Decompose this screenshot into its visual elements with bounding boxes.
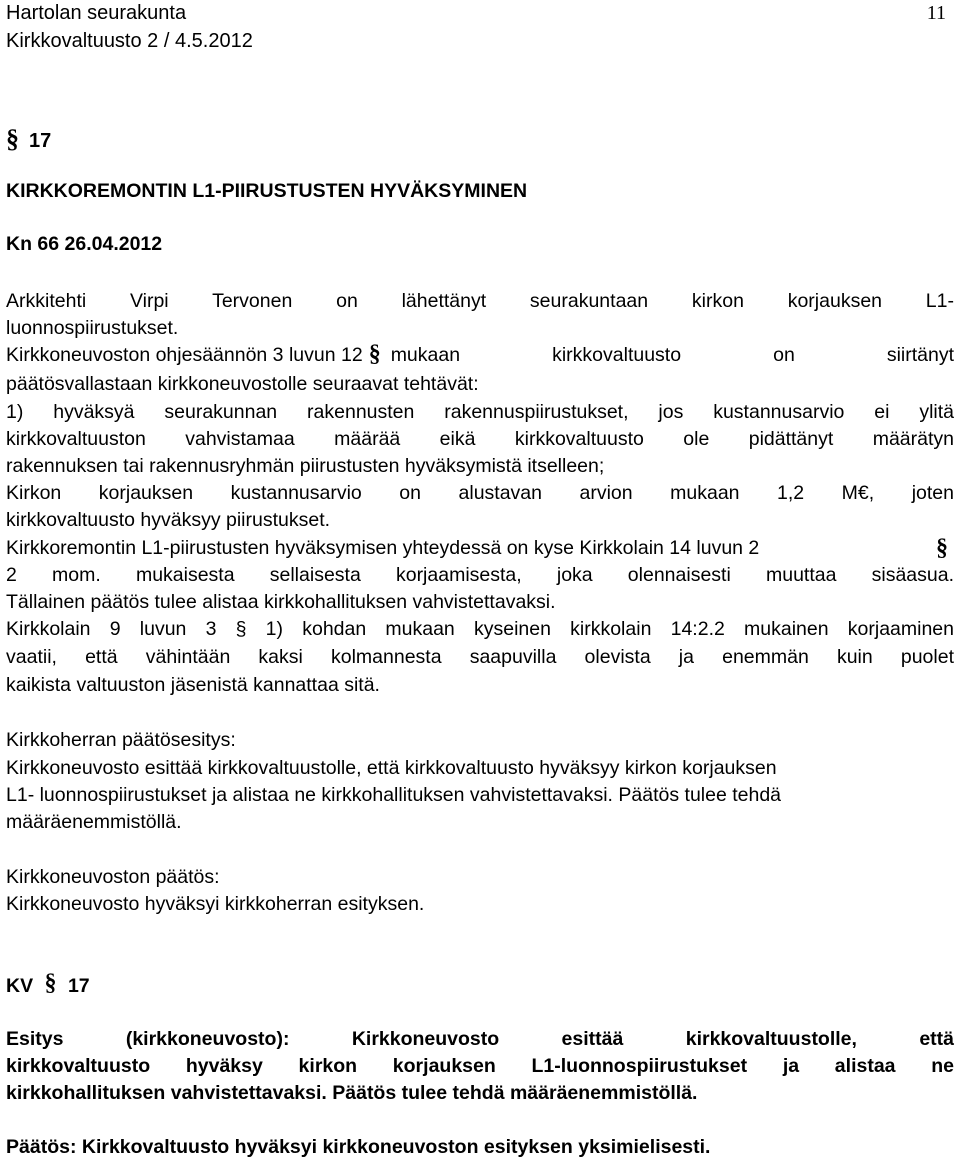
proposal-heading: Kirkkoherran päätösesitys: xyxy=(6,729,236,751)
paragraph-line xyxy=(6,341,954,371)
paragraph-line: Kirkon korjauksen kustannusarvio on alustavan arvion mukaan 1,2 M€, joten xyxy=(6,482,954,504)
paragraph-line: rakennuksen tai rakennusryhmän piirustusten hyväksymistä itselleen; xyxy=(6,455,605,477)
section-mark: § xyxy=(44,970,57,996)
paragraph-line: L1- luonnospiirustukset ja alistaa ne kirkkohallituksen vahvistettavaksi. Päätös tulee tehdä xyxy=(6,784,782,806)
page-number: 11 xyxy=(926,2,946,24)
section-ref: Kn 66 26.04.2012 xyxy=(6,233,163,255)
paragraph-line: päätösvallastaan kirkkoneuvostolle seuraavat tehtävät: xyxy=(6,373,479,395)
paragraph-line: Kirkkolain 9 luvun 3 § 1) kohdan mukaan kyseinen kirkkolain 14:2.2 mukainen korjaaminen xyxy=(6,618,954,640)
paragraph-line: 2 mom. mukaisesta sellaisesta korjaamisesta, joka olennaisesti muuttaa sisäasua. xyxy=(6,564,954,586)
text-segment: Kirkkoremontin L1-piirustusten hyväksymisen yhteydessä on kyse Kirkkolain 14 luvun 2 xyxy=(6,537,760,559)
kv-decision: Päätös: Kirkkovaltuusto hyväksyi kirkkoneuvoston esityksen yksimielisesti. xyxy=(6,1136,711,1158)
paragraph-line: 1) hyväksyä seurakunnan rakennusten rakennuspiirustukset, jos kustannusarvio ei ylitä xyxy=(6,401,954,423)
paragraph-line: Kirkkoneuvosto hyväksyi kirkkoherran esityksen. xyxy=(6,893,425,915)
header-org: Hartolan seurakunta xyxy=(6,2,187,24)
text-segment: mukaan kirkkovaltuusto on siirtänyt xyxy=(390,344,954,366)
paragraph-line: luonnospiirustukset. xyxy=(6,317,179,339)
paragraph-line: määräenemmistöllä. xyxy=(6,811,182,833)
header-meeting: Kirkkovaltuusto 2 / 4.5.2012 xyxy=(6,30,253,52)
paragraph-line: Kirkkoneuvosto esittää kirkkovaltuustolle, että kirkkovaltuusto hyväksyy kirkon korjauksen xyxy=(6,757,777,779)
decision-heading: Kirkkoneuvoston päätös: xyxy=(6,866,220,888)
section-heading xyxy=(6,124,51,154)
kv-proposal-line: kirkkohallituksen vahvistettavaksi. Päätös tulee tehdä määräenemmistöllä. xyxy=(6,1082,698,1104)
paragraph-line: kirkkovaltuusto hyväksyy piirustukset. xyxy=(6,509,331,531)
paragraph-line: kaikista valtuuston jäsenistä kannattaa sitä. xyxy=(6,674,380,696)
kv-label: KV xyxy=(6,975,34,997)
text-segment: Kirkkoneuvoston ohjesäännön 3 luvun 12 xyxy=(6,344,363,366)
section-mark: § xyxy=(6,124,19,153)
paragraph-line: Arkkitehti Virpi Tervonen on lähettänyt seurakuntaan kirkon korjauksen L1- xyxy=(6,290,954,312)
section-number: 17 xyxy=(29,130,52,152)
paragraph-line: Tällainen päätös tulee alistaa kirkkohallituksen vahvistettavaksi. xyxy=(6,591,556,613)
paragraph-line xyxy=(6,537,954,564)
paragraph-line: vaatii, että vähintään kaksi kolmannesta saapuvilla olevista ja enemmän kuin puolet xyxy=(6,646,954,668)
kv-number: 17 xyxy=(67,975,90,997)
section-mark: § xyxy=(936,535,948,561)
paragraph-line: kirkkovaltuuston vahvistamaa määrää eikä kirkkovaltuusto ole pidättänyt määrätyn xyxy=(6,428,954,450)
kv-proposal-line: Esitys (kirkkoneuvosto): Kirkkoneuvosto esittää kirkkovaltuustolle, että xyxy=(6,1028,954,1050)
section-title: KIRKKOREMONTIN L1-PIIRUSTUSTEN HYVÄKSYMINEN xyxy=(6,180,528,202)
kv-proposal-line: kirkkovaltuusto hyväksy kirkon korjauksen L1-luonnospiirustukset ja alistaa ne xyxy=(6,1055,954,1077)
section-mark: § xyxy=(368,341,381,367)
kv-heading xyxy=(6,972,90,999)
